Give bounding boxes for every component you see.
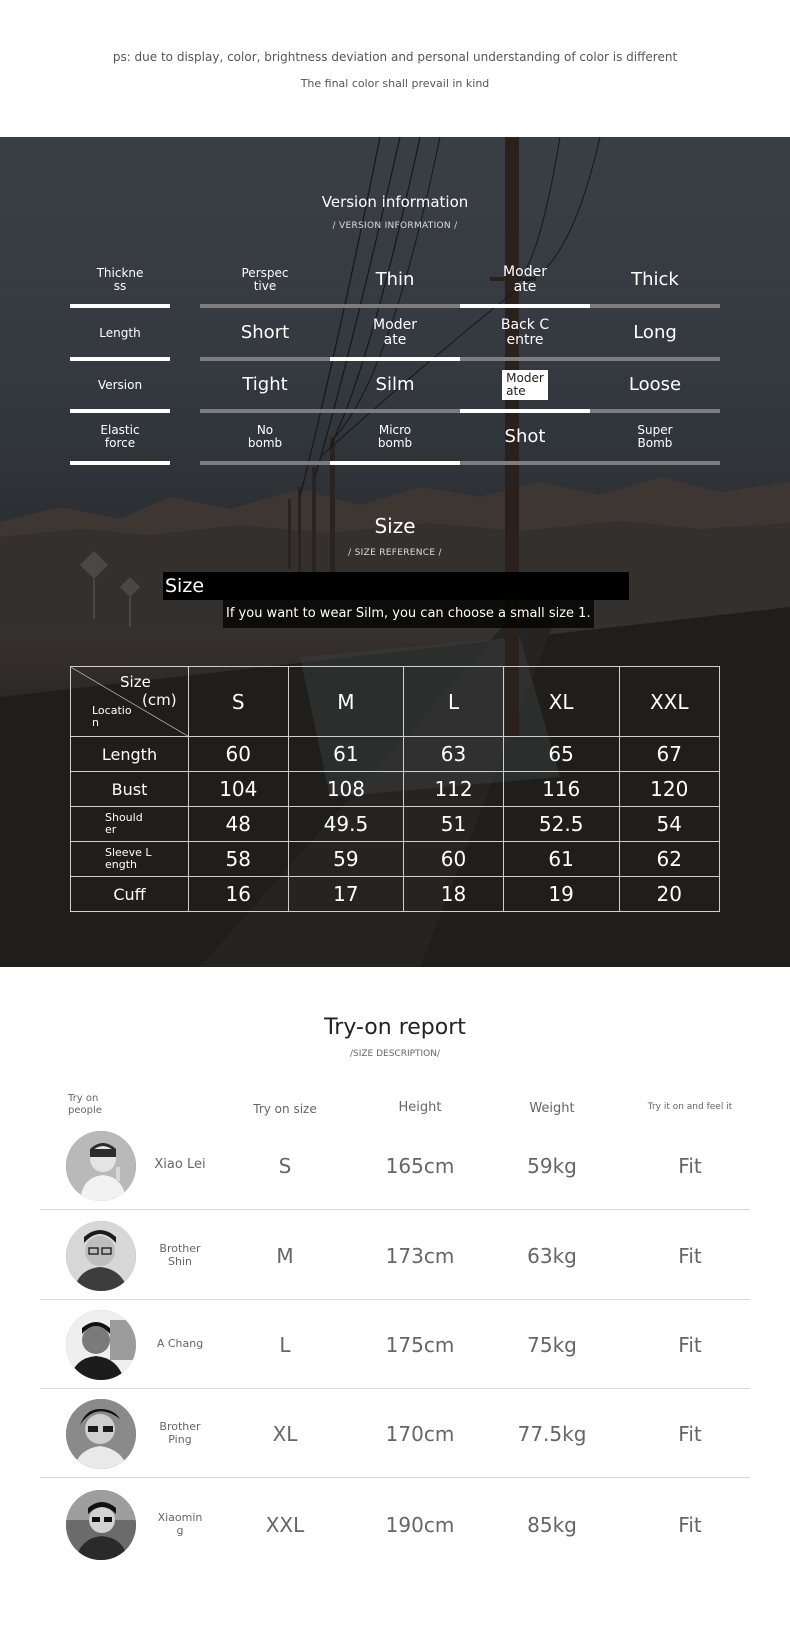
person-height: 190cm (385, 1512, 455, 1537)
version-option: Moder ate (373, 317, 417, 348)
version-option: Short (240, 321, 290, 343)
person-height: 170cm (385, 1421, 455, 1446)
person-weight: 59kg (527, 1153, 577, 1178)
report-header-row (40, 1090, 750, 1120)
person-weight: 75kg (527, 1332, 577, 1357)
size-row-label: Sleeve L ength (71, 842, 189, 877)
size-note-title: Size (163, 572, 629, 600)
version-scale-track (200, 357, 720, 361)
header-weight: Weight (529, 1101, 575, 1116)
avatar (66, 1221, 136, 1291)
size-column-header: M (288, 667, 404, 737)
version-row (70, 260, 720, 308)
size-cell: 104 (189, 772, 289, 807)
try-on-size: XL (272, 1421, 298, 1446)
size-cell: 65 (503, 737, 619, 772)
version-row (70, 313, 720, 361)
version-option: Super Bomb (637, 423, 673, 450)
try-on-size: XXL (265, 1512, 305, 1537)
size-note-text: If you want to wear Silm, you can choose a small size 1. (223, 600, 594, 628)
size-cell: 18 (404, 877, 504, 912)
version-option: Silm (375, 373, 415, 395)
size-cell: 51 (404, 807, 504, 842)
size-cell: 20 (619, 877, 720, 912)
avatar (66, 1399, 136, 1469)
header-try-on-size: Try on size (253, 1102, 317, 1116)
size-cell: 17 (288, 877, 404, 912)
list-item (40, 1121, 750, 1210)
person-name: A Chang (156, 1337, 204, 1351)
version-option: Loose (628, 373, 682, 395)
size-row-label: Should er (71, 807, 189, 842)
try-on-size: S (278, 1153, 292, 1178)
version-row (70, 417, 720, 465)
size-cell: 16 (189, 877, 289, 912)
version-option: Back C entre (500, 317, 550, 348)
size-cell: 61 (288, 737, 404, 772)
person-height: 175cm (385, 1332, 455, 1357)
size-cell: 19 (503, 877, 619, 912)
disclaimer-line-1: ps: due to display, color, brightness deviation and personal understanding of color is different (112, 50, 678, 64)
version-option: Moder ate (460, 365, 590, 405)
report-subtitle: /SIZE DESCRIPTION/ (349, 1049, 441, 1059)
size-cell: 62 (619, 842, 720, 877)
size-cell: 60 (189, 737, 289, 772)
corner-size-label: Size (120, 673, 151, 691)
table-row (71, 772, 720, 807)
size-cell: 120 (619, 772, 720, 807)
size-cell: 63 (404, 737, 504, 772)
try-on-size: L (279, 1332, 291, 1357)
version-option: No bomb (247, 423, 283, 450)
avatar (66, 1310, 136, 1380)
size-row-label: Length (71, 737, 189, 772)
size-cell: 116 (503, 772, 619, 807)
person-weight: 77.5kg (517, 1421, 587, 1446)
size-table (70, 666, 720, 912)
version-subtitle: / VERSION INFORMATION / (332, 221, 458, 231)
person-weight: 63kg (527, 1243, 577, 1268)
version-selected-indicator (330, 357, 460, 361)
fit-feeling: Fit (678, 1243, 702, 1268)
size-cell: 58 (189, 842, 289, 877)
version-title: Version information (321, 193, 469, 211)
avatar (66, 1131, 136, 1201)
version-label-underline (70, 461, 170, 465)
version-selected-indicator (460, 304, 590, 308)
version-label-underline (70, 304, 170, 308)
size-column-header: L (404, 667, 504, 737)
corner-location-label: Locatio n (92, 704, 132, 729)
size-row-label: Bust (71, 772, 189, 807)
list-item (40, 1480, 750, 1569)
version-row (70, 365, 720, 413)
version-row-label: Elastic force (100, 423, 140, 450)
version-scale-track (200, 461, 720, 465)
list-item (40, 1300, 750, 1389)
size-cell: 48 (189, 807, 289, 842)
table-row (71, 737, 720, 772)
size-cell: 54 (619, 807, 720, 842)
size-ref-subtitle: / SIZE REFERENCE / (348, 548, 442, 558)
version-label-underline (70, 409, 170, 413)
version-and-size-panel (0, 137, 790, 967)
list-item (40, 1211, 750, 1300)
version-label-underline (70, 357, 170, 361)
version-selected-indicator (460, 409, 590, 413)
person-name: Xiaomin g (157, 1510, 203, 1537)
size-cell: 61 (503, 842, 619, 877)
version-option: Shot (504, 425, 546, 447)
size-table-header-row (71, 667, 720, 737)
person-height: 165cm (385, 1153, 455, 1178)
header-try-on-people: Try on people (68, 1093, 102, 1116)
table-row (71, 807, 720, 842)
size-ref-title: Size (374, 514, 416, 538)
report-title: Try-on report (324, 1015, 466, 1040)
fit-feeling: Fit (678, 1512, 702, 1537)
avatar (66, 1490, 136, 1560)
size-cell: 112 (404, 772, 504, 807)
size-column-header: XL (503, 667, 619, 737)
disclaimer-line-2: The final color shall prevail in kind (300, 77, 490, 90)
version-row-label: Version (97, 377, 143, 392)
corner-unit-label: (cm) (142, 691, 177, 709)
table-row (71, 842, 720, 877)
header-height: Height (398, 1100, 442, 1115)
size-table-corner (71, 667, 189, 737)
version-row-label: Length (99, 325, 141, 340)
size-row-label: Cuff (71, 877, 189, 912)
fit-feeling: Fit (678, 1332, 702, 1357)
fit-feeling: Fit (678, 1421, 702, 1446)
version-selected-indicator (330, 461, 460, 465)
version-option: Perspec tive (241, 266, 289, 293)
person-weight: 85kg (527, 1512, 577, 1537)
version-option: Moder ate (503, 264, 547, 295)
version-row-label: Thickne ss (96, 266, 144, 293)
header-feel: Try it on and feel it (647, 1102, 733, 1112)
size-cell: 52.5 (503, 807, 619, 842)
try-on-size: M (276, 1243, 294, 1268)
version-option: Micro bomb (377, 423, 413, 450)
size-cell: 108 (288, 772, 404, 807)
version-option: Long (633, 321, 677, 343)
version-option: Tight (242, 373, 288, 395)
person-name: Brother Ping (159, 1419, 201, 1446)
size-cell: 59 (288, 842, 404, 877)
version-option: Thick (631, 268, 679, 290)
size-cell: 67 (619, 737, 720, 772)
size-column-header: S (189, 667, 289, 737)
list-item (40, 1389, 750, 1478)
color-disclaimer (0, 0, 790, 137)
size-cell: 60 (404, 842, 504, 877)
table-row (71, 877, 720, 912)
fit-feeling: Fit (678, 1153, 702, 1178)
person-name: Brother Shin (159, 1241, 201, 1268)
version-option: Thin (375, 268, 415, 290)
person-height: 173cm (385, 1243, 455, 1268)
size-column-header: XXL (619, 667, 720, 737)
person-name: Xiao Lei (154, 1157, 206, 1173)
size-cell: 49.5 (288, 807, 404, 842)
